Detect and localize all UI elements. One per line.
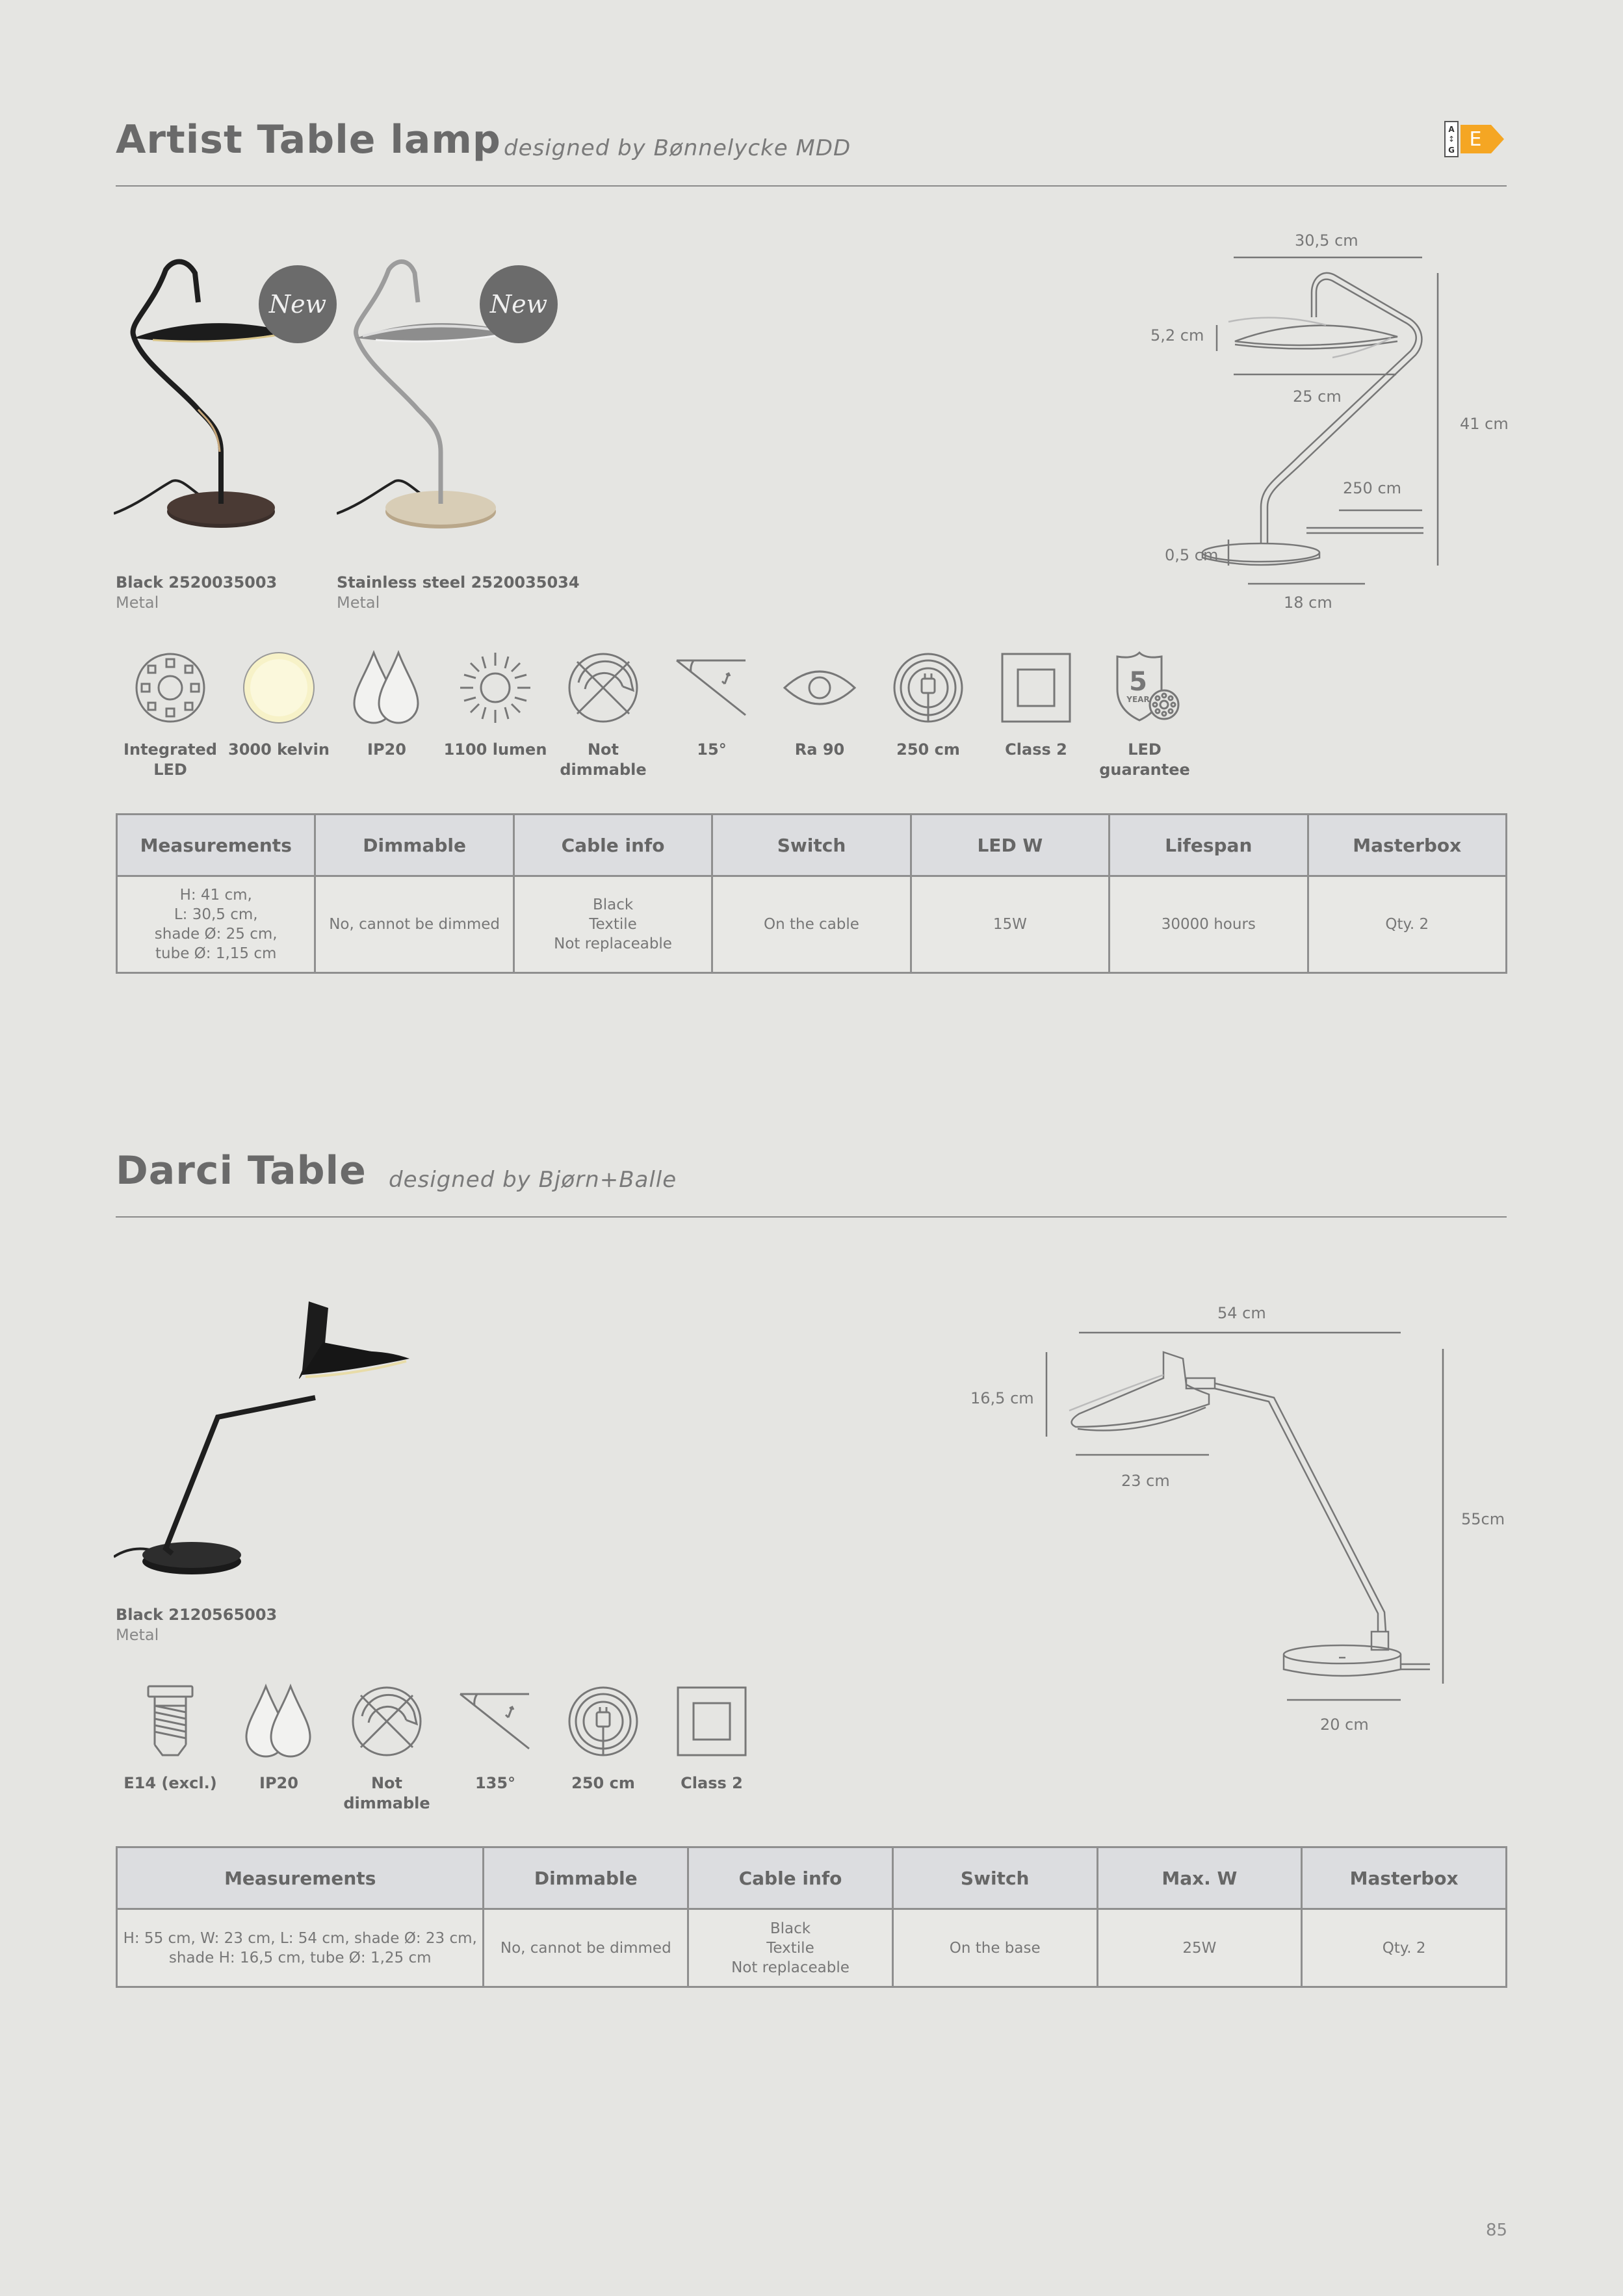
cable-plug-icon	[565, 1684, 641, 1759]
dimension-drawing	[1144, 221, 1508, 627]
ra-eye-icon	[782, 650, 857, 725]
feature-label: Not dimmable	[343, 1774, 430, 1812]
feature-class2	[656, 1684, 767, 1794]
feature-cable	[548, 1684, 658, 1794]
table-header: Switch	[712, 815, 911, 876]
section-divider	[116, 1216, 1507, 1218]
feature-not-dimmable	[331, 1684, 442, 1814]
guarantee-years: 5	[1129, 667, 1147, 697]
feature-lumen	[440, 650, 551, 760]
spec-table	[116, 813, 1507, 974]
table-header: Max. W	[1097, 1847, 1302, 1909]
guarantee-unit: YEAR	[1126, 695, 1150, 704]
feature-label: LED guarantee	[1099, 740, 1190, 779]
feature-label: 15°	[697, 740, 727, 759]
table-cell: No, cannot be dimmed	[484, 1909, 688, 1987]
dim-height: 41 cm	[1460, 415, 1509, 433]
not-dimmable-icon	[565, 650, 641, 725]
table-header: Measurements	[117, 815, 315, 876]
feature-label: Not dimmable	[560, 740, 647, 779]
table-row	[117, 1909, 1507, 1987]
table-header: LED W	[911, 815, 1109, 876]
dim-base-height: 0,5 cm	[1165, 546, 1219, 564]
color-temperature-icon	[241, 650, 317, 725]
feature-guarantee	[1089, 650, 1200, 780]
dim-base-diameter: 18 cm	[1284, 594, 1332, 612]
new-badge: New	[480, 265, 558, 343]
table-header: Cable info	[688, 1847, 893, 1909]
product-designer: designed by Bønnelycke MDD	[504, 135, 851, 161]
e14-bulb-icon	[133, 1684, 208, 1759]
table-row	[117, 876, 1507, 973]
feature-class2	[981, 650, 1091, 760]
feature-cable	[873, 650, 983, 760]
table-header: Cable info	[513, 815, 712, 876]
svg-text:↕: ↕	[1448, 135, 1455, 144]
table-cell: Qty. 2	[1308, 876, 1506, 973]
feature-label: 250 cm	[571, 1774, 635, 1792]
table-cell: 25W	[1097, 1909, 1302, 1987]
table-cell: H: 55 cm, W: 23 cm, L: 54 cm, shade Ø: 23 cm, shade H: 16,5 cm, tube Ø: 1,25 cm	[117, 1909, 484, 1987]
table-header: Lifespan	[1110, 815, 1308, 876]
lumen-icon	[458, 650, 533, 725]
table-cell: No, cannot be dimmed	[315, 876, 513, 973]
cable-plug-icon	[890, 650, 966, 725]
table-cell: 15W	[911, 876, 1109, 973]
feature-label: Class 2	[681, 1774, 743, 1792]
feature-color-temperature	[224, 650, 334, 760]
spec-table	[116, 1846, 1507, 1988]
energy-label	[1444, 121, 1507, 157]
variant-name: Stainless steel 2520035034	[337, 573, 580, 592]
table-header: Dimmable	[484, 1847, 688, 1909]
section-divider	[116, 185, 1507, 187]
dim-shade-height: 5,2 cm	[1150, 326, 1204, 345]
dim-length: 30,5 cm	[1295, 231, 1358, 250]
table-cell: Black Textile Not replaceable	[513, 876, 712, 973]
table-cell: On the cable	[712, 876, 911, 973]
guarantee-shield-icon	[1107, 650, 1182, 725]
table-header: Measurements	[117, 1847, 484, 1909]
table-header: Masterbox	[1308, 815, 1506, 876]
feature-ip20	[224, 1684, 334, 1794]
dim-base-diameter: 20 cm	[1320, 1715, 1369, 1734]
table-cell: Black Textile Not replaceable	[688, 1909, 893, 1987]
class-2-icon	[674, 1684, 749, 1759]
dim-shade-height: 16,5 cm	[970, 1389, 1034, 1407]
page-number: 85	[1486, 2221, 1508, 2240]
feature-label: IP20	[259, 1774, 298, 1792]
ip-rating-icon	[241, 1684, 317, 1759]
feature-not-dimmable	[548, 650, 658, 780]
ip-rating-icon	[349, 650, 424, 725]
energy-class: E	[1469, 128, 1482, 151]
dim-shade-diameter: 25 cm	[1293, 387, 1342, 406]
new-badge: New	[259, 265, 337, 343]
feature-label: 1100 lumen	[443, 740, 547, 759]
feature-label: 3000 kelvin	[228, 740, 330, 759]
table-header: Dimmable	[315, 815, 513, 876]
product-title: Artist Table lamp	[116, 117, 501, 163]
table-cell: 30000 hours	[1110, 876, 1308, 973]
feature-e14	[115, 1684, 226, 1794]
angle-icon	[674, 650, 749, 725]
table-cell: H: 41 cm, L: 30,5 cm, shade Ø: 25 cm, tube Ø: 1,15 cm	[117, 876, 315, 973]
variant-name: Black 2120565003	[116, 1606, 278, 1624]
feature-ip20	[331, 650, 442, 760]
dim-height: 55cm	[1461, 1510, 1505, 1528]
feature-label: IP20	[367, 740, 406, 759]
feature-ra	[764, 650, 875, 760]
angle-icon	[458, 1684, 533, 1759]
dim-length: 54 cm	[1217, 1304, 1266, 1322]
feature-label: Integrated LED	[123, 740, 217, 779]
table-header-row	[117, 1847, 1507, 1909]
feature-label: Class 2	[1005, 740, 1067, 759]
variant-material: Metal	[116, 594, 159, 612]
table-cell: On the base	[892, 1909, 1097, 1987]
dimension-drawing	[1040, 1313, 1508, 1706]
product-image-black	[114, 1294, 419, 1595]
product-title: Darci Table	[116, 1148, 367, 1194]
feature-label: Ra 90	[794, 740, 845, 759]
feature-label: 135°	[474, 1774, 516, 1792]
feature-angle	[440, 1684, 551, 1794]
product-designer: designed by Bjørn+Balle	[389, 1167, 677, 1193]
energy-scale-top: A	[1448, 125, 1455, 134]
feature-angle	[656, 650, 767, 760]
feature-integrated-led	[115, 650, 226, 780]
integrated-led-icon	[133, 650, 208, 725]
table-header-row	[117, 815, 1507, 876]
dim-cable: 250 cm	[1343, 479, 1402, 497]
variant-name: Black 2520035003	[116, 573, 278, 592]
dim-shade-diameter: 23 cm	[1121, 1472, 1170, 1490]
variant-material: Metal	[116, 1626, 159, 1644]
energy-scale-bottom: G	[1448, 146, 1455, 155]
class-2-icon	[998, 650, 1074, 725]
table-header: Masterbox	[1302, 1847, 1507, 1909]
feature-label: E14 (excl.)	[123, 1774, 217, 1792]
feature-label: 250 cm	[896, 740, 960, 759]
table-header: Switch	[892, 1847, 1097, 1909]
variant-material: Metal	[337, 594, 380, 612]
not-dimmable-icon	[349, 1684, 424, 1759]
table-cell: Qty. 2	[1302, 1909, 1507, 1987]
